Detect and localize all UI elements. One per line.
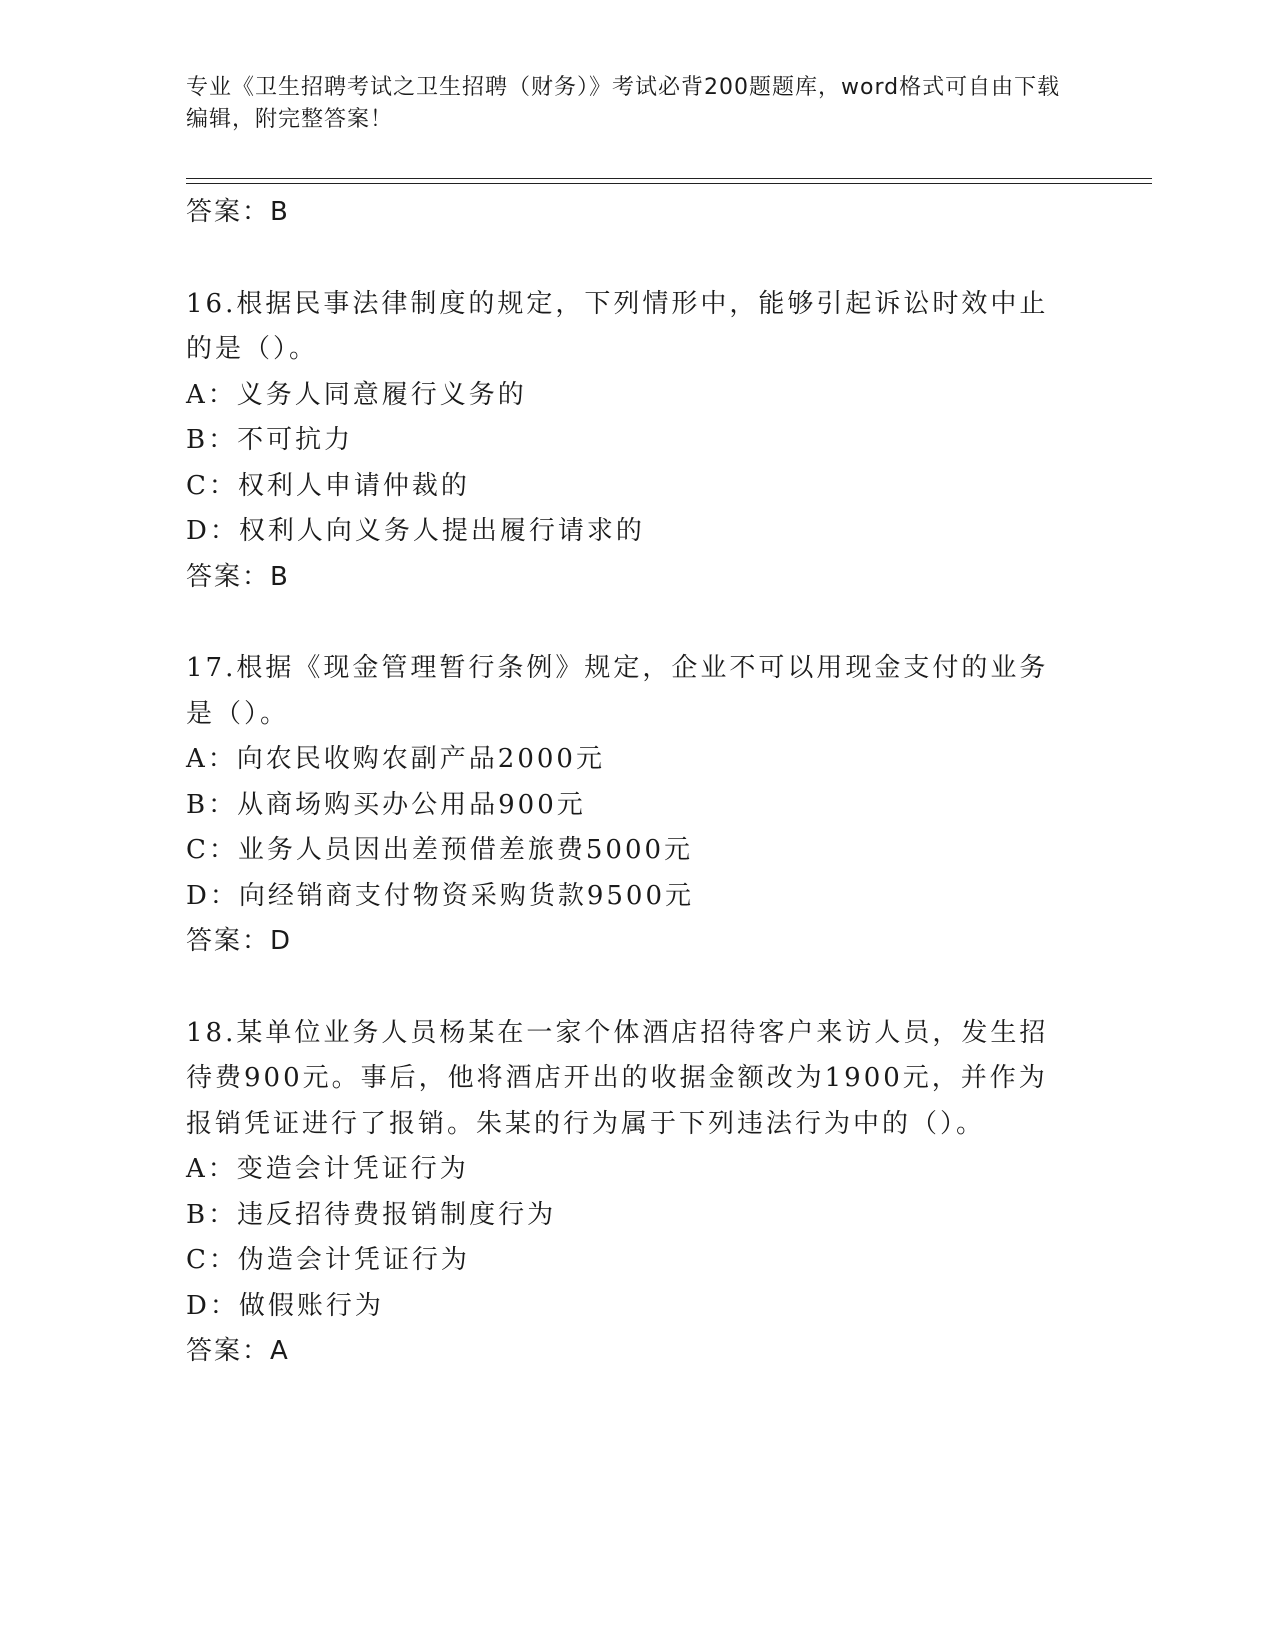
header-divider-top bbox=[186, 178, 1152, 179]
option-d: D：做假账行为 bbox=[186, 1290, 384, 1321]
option-b: B：从商场购买办公用品900元 bbox=[186, 789, 586, 820]
option-c: C：权利人申请仲裁的 bbox=[186, 470, 470, 501]
header-divider-bottom bbox=[186, 183, 1152, 184]
question-list bbox=[186, 190, 1066, 1375]
option-c: C：伪造会计凭证行为 bbox=[186, 1245, 470, 1275]
option-b: B：违反招待费报销制度行为 bbox=[186, 1199, 557, 1230]
option-c: C：业务人员因出差预借差旅费5000元 bbox=[186, 835, 694, 865]
question-stem: 17.根据《现金管理暂行条例》规定，企业不可以用现金支付的业务是（）。 bbox=[186, 653, 1049, 729]
option-a: A：义务人同意履行义务的 bbox=[186, 379, 527, 410]
question-answer: 答案：D bbox=[186, 926, 293, 956]
option-d: D：权利人向义务人提出履行请求的 bbox=[186, 516, 645, 546]
question-answer: 答案：B bbox=[186, 561, 290, 592]
question-stem: 16.根据民事法律制度的规定，下列情形中，能够引起诉讼时效中止的是（）。 bbox=[186, 288, 1049, 364]
question-stem: 18.某单位业务人员杨某在一家个体酒店招待客户来访人员，发生招待费900元。事后，他将酒店开出的收据金额改为1900元，并作为报销凭证进行了报销。朱某的行为属于下列违法行为中的（）。 bbox=[186, 1017, 1049, 1139]
question-answer: 答案：A bbox=[186, 1336, 290, 1366]
option-a: A：向农民收购农副产品2000元 bbox=[186, 744, 605, 774]
question-block bbox=[186, 282, 1066, 601]
option-b: B：不可抗力 bbox=[186, 425, 354, 455]
option-d: D：向经销商支付物资采购货款9500元 bbox=[186, 880, 695, 911]
option-a: A：变造会计凭证行为 bbox=[186, 1154, 469, 1184]
question-block bbox=[186, 646, 1066, 965]
document-header: 专业《卫生招聘考试之卫生招聘（财务）》考试必背200题题库，word格式可自由下载编辑，附完整答案！ bbox=[186, 75, 1061, 132]
question-block bbox=[186, 1011, 1066, 1375]
previous-answer: 答案：B bbox=[186, 197, 290, 227]
